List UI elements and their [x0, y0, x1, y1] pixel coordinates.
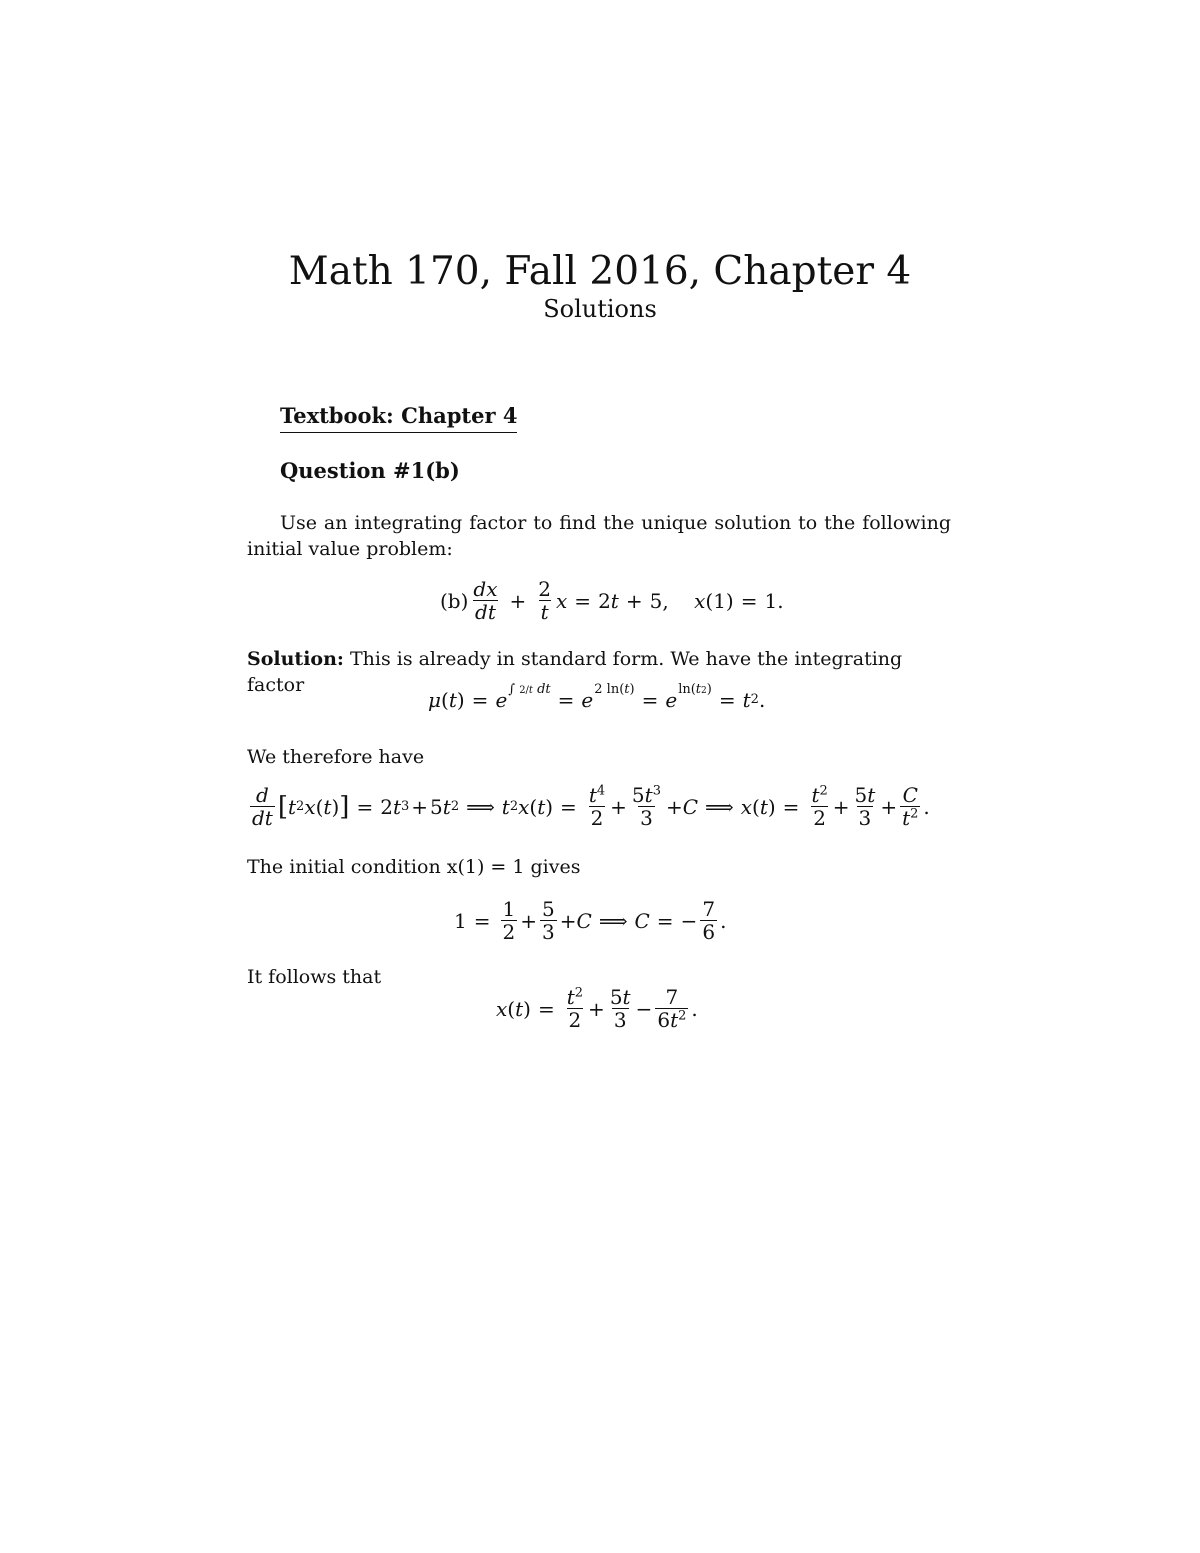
fraction: $\frac{7}{6t^2}$	[657, 985, 687, 1032]
fraction: $\frac{5t^3}{3}$	[631, 783, 661, 830]
equation-ivp: (b) $\frac{dx}{dt}$ + $\frac{2}{t}$ x = 2 t + 5, x (1) = 1.	[440, 577, 784, 624]
section-heading: Textbook: Chapter 4	[280, 402, 517, 433]
question-heading: Question #1(b)	[280, 458, 460, 483]
solution-label: Solution:	[247, 648, 344, 670]
fraction: $\frac{7}{6}$	[702, 897, 716, 944]
problem-label: (b)	[440, 588, 469, 613]
follows-text: It follows that	[247, 966, 382, 988]
fraction: $\frac{t^4}{2}$	[588, 783, 606, 830]
equation-constant: 1 = $\frac{1}{2}$ + $\frac{5}{3}$ + C ⟹ C = − $\frac{7}{6}$ .	[454, 897, 727, 944]
fraction: $\frac{C}{t^2}$	[902, 783, 919, 830]
fraction: $\frac{5t}{3}$	[609, 985, 631, 1032]
therefore-text: We therefore have	[247, 746, 425, 768]
fraction: $\frac{t^2}{2}$	[566, 985, 584, 1032]
fraction: $\frac{2}{t}$	[538, 577, 552, 624]
solution-intro: This is already in standard form. We have the integrating factor	[247, 648, 903, 696]
page-subtitle: Solutions	[543, 295, 657, 323]
equation-final-solution: x ( t ) = $\frac{t^2}{2}$ + $\frac{5t}{3}$ − $\frac{7}{6t^2}$ .	[496, 985, 698, 1032]
page-title: Math 170, Fall 2016, Chapter 4	[288, 249, 912, 294]
fraction: $\frac{dx}{dt}$	[473, 577, 498, 624]
equation-derivation: $\frac{d}{dt}$ [ t 2 x ( t ) ] = 2 t 3 + 5 t 2 ⟹ t 2 x ( t ) = $\frac{t^4}{2}$ + $\frac{5t^3}{3}$ + C ⟹ x ( t ) = $\frac{t^2}{2}$ + $\frac{5t}{3}$ + $\frac{C}{t^2}$ .	[252, 783, 930, 830]
fraction: $\frac{1}{2}$	[502, 897, 516, 944]
problem-statement: Use an integrating factor to find the unique solution to the following initial value problem:	[247, 512, 951, 560]
fraction: $\frac{5t}{3}$	[854, 783, 876, 830]
fraction: $\frac{d}{dt}$	[252, 783, 273, 830]
initial-condition-text: The initial condition x(1) = 1 gives	[247, 856, 581, 878]
fraction: $\frac{t^2}{2}$	[811, 783, 828, 830]
fraction: $\frac{5}{3}$	[542, 897, 555, 944]
equation-integrating-factor: μ ( t ) = e ∫ 2/t dt = e 2 ln(t) = e ln(t2) = t 2 .	[428, 681, 766, 712]
